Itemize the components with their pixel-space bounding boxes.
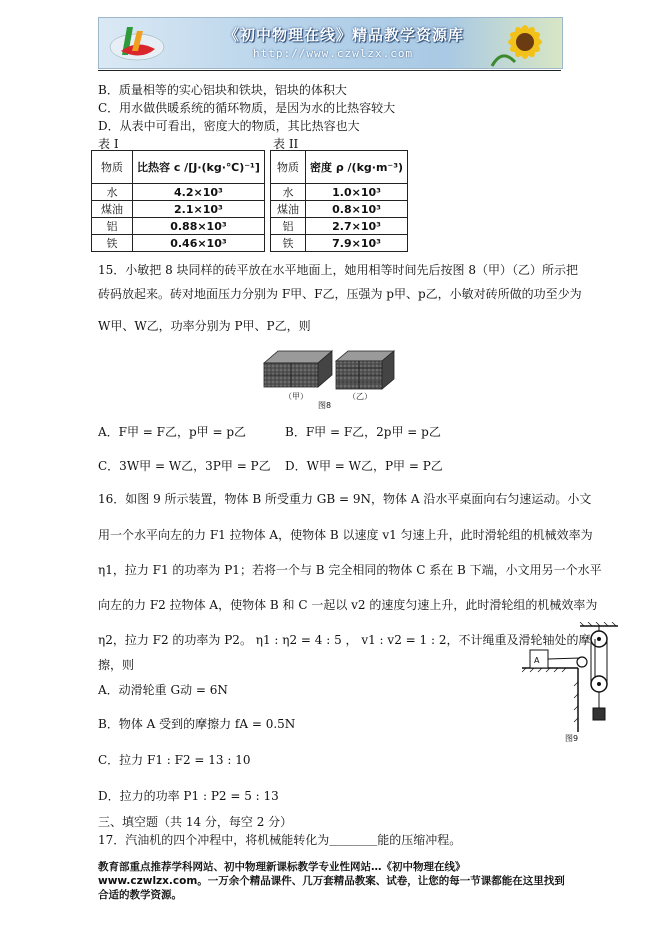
q16-line2: 用一个水平向左的力 F1 拉物体 A，使物体 B 以速度 v1 匀速上升，此时滑轮组的机械效率为 bbox=[98, 528, 593, 542]
table-row bbox=[92, 218, 265, 235]
table1-caption: 表 I bbox=[98, 137, 119, 151]
q15-option-b: B．F甲 = F乙，2p甲 = p乙 bbox=[285, 425, 441, 439]
specific-heat-table bbox=[91, 150, 265, 252]
q16-line1: 16．如图 9 所示装置，物体 B 所受重力 GB = 9N，物体 A 沿水平桌面向右匀速运动。小文 bbox=[98, 492, 592, 506]
fig8-label-yi: （乙） bbox=[348, 392, 372, 401]
site-logo-icon bbox=[107, 21, 167, 65]
q15-option-d: D．W甲 = W乙，P甲 = P乙 bbox=[285, 459, 443, 473]
section3-title: 三、填空题（共 14 分，每空 2 分） bbox=[98, 815, 293, 829]
q16-option-d: D．拉力的功率 P1 : P2 = 5 : 13 bbox=[98, 789, 279, 803]
brick-stack-jia bbox=[264, 351, 332, 387]
figure-9-pulley-system bbox=[522, 622, 622, 740]
brick-stack-yi bbox=[336, 351, 394, 389]
table-cell: 4.2×10³ bbox=[133, 184, 265, 201]
option-d-text: D．从表中可看出，密度大的物质，其比热容也大 bbox=[98, 119, 360, 133]
table-row bbox=[271, 235, 408, 252]
q15-option-a: A．F甲 = F乙，p甲 = p乙 bbox=[98, 425, 247, 439]
header-banner bbox=[98, 17, 563, 69]
option-b-text: B．质量相等的实心铝块和铁块，铝块的体积大 bbox=[98, 83, 347, 97]
q16-option-c: C．拉力 F1 : F2 = 13 : 10 bbox=[98, 753, 251, 767]
q16-option-a: A．动滑轮重 G动 = 6N bbox=[98, 683, 228, 697]
sunflower-icon bbox=[487, 18, 562, 68]
fig8-label-jia: （甲） bbox=[284, 392, 308, 401]
q16-option-b: B．物体 A 受到的摩擦力 fA = 0.5N bbox=[98, 717, 296, 731]
q16-line5: η2，拉力 F2 的功率为 P2。 η1 : η2 = 4 : 5 ， v1 : v2 = 1 : 2，不计绳重及滑轮轴处的摩 bbox=[98, 633, 591, 647]
q15-line1: 15．小敏把 8 块同样的砖平放在水平地面上，她用相等时间先后按图 8（甲）（乙）所示把 bbox=[98, 263, 578, 277]
fig8-caption: 图8 bbox=[318, 401, 332, 410]
table-header-cell: 物质 bbox=[271, 151, 306, 184]
table-row bbox=[271, 201, 408, 218]
table-row bbox=[92, 201, 265, 218]
table-cell: 2.1×10³ bbox=[133, 201, 265, 218]
table-cell: 0.88×10³ bbox=[133, 218, 265, 235]
table-cell: 铝 bbox=[271, 218, 306, 235]
table-cell: 7.9×10³ bbox=[306, 235, 408, 252]
table-row bbox=[271, 218, 408, 235]
table-cell: 煤油 bbox=[271, 201, 306, 218]
table-header-cell: 物质 bbox=[92, 151, 133, 184]
table-cell: 铝 bbox=[92, 218, 133, 235]
footer-text: 教育部重点推荐学科网站、初中物理新课标教学专业性网站…《初中物理在线》www.czwlzx.com。一万余个精品课件、几万套精品教案、试卷，让您的每一节课都能在这里找到合适的教学资源。 bbox=[98, 861, 565, 901]
table-cell: 水 bbox=[271, 184, 306, 201]
table-cell: 煤油 bbox=[92, 201, 133, 218]
header-rule bbox=[98, 70, 561, 71]
table-row bbox=[92, 235, 265, 252]
q16-line6: 擦，则 bbox=[98, 658, 135, 672]
q15-line2: 砖码放起来。砖对地面压力分别为 F甲、F乙，压强为 p甲、p乙，小敏对砖所做的功至少为 bbox=[98, 287, 582, 301]
fig9-caption: 图9 bbox=[565, 734, 579, 743]
q15-option-c: C．3W甲 = W乙，3P甲 = P乙 bbox=[98, 459, 271, 473]
table-cell: 水 bbox=[92, 184, 133, 201]
table-cell: 0.8×10³ bbox=[306, 201, 408, 218]
banner-title: 《初中物理在线》精品教学资源库 bbox=[224, 26, 465, 44]
block-b-icon bbox=[593, 708, 605, 720]
table-header-cell: 密度 ρ /(kg·m⁻³) bbox=[306, 151, 408, 184]
table-row bbox=[271, 184, 408, 201]
fig9-label-a: A bbox=[534, 656, 540, 665]
table-cell: 铁 bbox=[271, 235, 306, 252]
q15-line3: W甲、W乙，功率分别为 P甲、P乙，则 bbox=[98, 319, 311, 333]
table-cell: 铁 bbox=[92, 235, 133, 252]
q16-line3: η1，拉力 F1 的功率为 P1；若将一个与 B 完全相同的物体 C 系在 B 下端，小文用另一个水平 bbox=[98, 563, 602, 577]
table-header-cell: 比热容 c /[J·(kg·℃)⁻¹] bbox=[133, 151, 265, 184]
table-cell: 2.7×10³ bbox=[306, 218, 408, 235]
table2-caption: 表 II bbox=[273, 137, 299, 151]
option-c-text: C．用水做供暖系统的循环物质，是因为水的比热容较大 bbox=[98, 101, 396, 115]
table-cell: 0.46×10³ bbox=[133, 235, 265, 252]
table-row bbox=[92, 184, 265, 201]
q17-text: 17．汽油机的四个冲程中，将机械能转化为＿＿＿＿能的压缩冲程。 bbox=[98, 833, 462, 847]
figure-8-bricks bbox=[260, 345, 410, 410]
density-table bbox=[270, 150, 408, 252]
banner-url[interactable]: http://www.czwlzx.com bbox=[253, 47, 414, 60]
table-cell: 1.0×10³ bbox=[306, 184, 408, 201]
q16-line4: 向左的力 F2 拉物体 A，使物体 B 和 C 一起以 v2 的速度匀速上升，此时滑轮组的机械效率为 bbox=[98, 598, 598, 612]
